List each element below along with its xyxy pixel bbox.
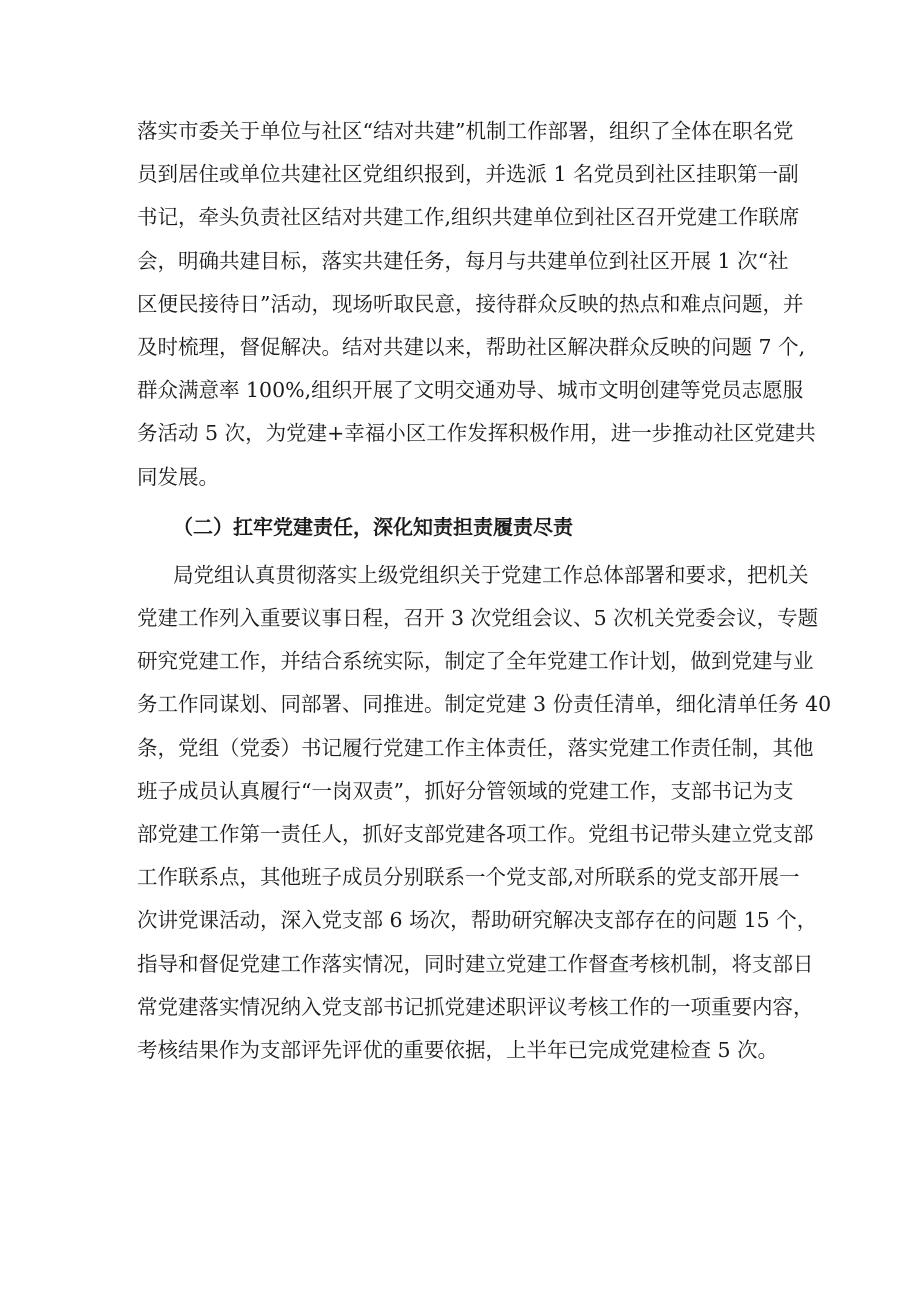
paragraph-line: 务工作同谋划、同部署、同推进。制定党建 3 份责任清单，细化清单任务 40 bbox=[137, 692, 832, 717]
paragraph-line: 同发展。 bbox=[137, 464, 219, 489]
paragraph-1 bbox=[137, 110, 816, 499]
document-body bbox=[137, 110, 832, 1072]
paragraph-2 bbox=[137, 554, 832, 1072]
paragraph-line: 落实市委关于单位与社区“结对共建”机制工作部署，组织了全体在职名党 bbox=[137, 119, 794, 143]
paragraph-line: 部党建工作第一责任人，抓好支部党建各项工作。党组书记带头建立党支部 bbox=[137, 822, 814, 846]
paragraph-line: 常党建落实情况纳入党支部书记抓党建述职评议考核工作的一项重要内容， bbox=[137, 994, 814, 1019]
paragraph-line: 群众满意率 100%,组织开展了文明交通劝导、城市文明创建等党员志愿服 bbox=[137, 378, 804, 403]
paragraph-line: 工作联系点，其他班子成员分别联系一个党支部,对所联系的党支部开展一 bbox=[137, 865, 800, 890]
paragraph-line: 书记，牵头负责社区结对共建工作,组织共建单位到社区召开党建工作联席 bbox=[137, 205, 800, 230]
paragraph-line: 班子成员认真履行“一岗双责”，抓好分管领域的党建工作，支部书记为支 bbox=[137, 778, 794, 803]
paragraph-line: 会，明确共建目标，落实共建任务，每月与共建单位到社区开展 1 次“社 bbox=[137, 248, 789, 273]
paragraph-line: 条，党组（党委）书记履行党建工作主体责任，落实党建工作责任制，其他 bbox=[137, 735, 814, 760]
paragraph-line: 局党组认真贯彻落实上级党组织关于党建工作总体部署和要求，把机关 bbox=[173, 562, 809, 587]
paragraph-line: 员到居住或单位共建社区党组织报到，并选派 1 名党员到社区挂职第一副 bbox=[137, 162, 799, 187]
paragraph-line: 指导和督促党建工作落实情况，同时建立党建工作督查考核机制，将支部日 bbox=[137, 951, 814, 976]
paragraph-line: 次讲党课活动，深入党支部 6 场次，帮助研究解决支部存在的问题 15 个， bbox=[137, 908, 818, 933]
paragraph-line: 区便民接待日”活动，现场听取民意，接待群众反映的热点和难点问题，并 bbox=[137, 291, 804, 316]
paragraph-line: 务活动 5 次，为党建+幸福小区工作发挥积极作用，进一步推动社区党建共 bbox=[137, 421, 816, 446]
paragraph-line: 党建工作列入重要议事日程，召开 3 次党组会议、5 次机关党委会议，专题 bbox=[137, 606, 819, 631]
paragraph-line: 研究党建工作，并结合系统实际，制定了全年党建工作计划，做到党建与业 bbox=[137, 649, 814, 674]
paragraph-line: 考核结果作为支部评先评优的重要依据，上半年已完成党建检查 5 次。 bbox=[137, 1037, 779, 1062]
section-heading: （二）扛牢党建责任，深化知责担责履责尽责 bbox=[173, 514, 573, 539]
paragraph-line: 及时梳理，督促解决。结对共建以来，帮助社区解决群众反映的问题 7 个, bbox=[137, 334, 806, 359]
